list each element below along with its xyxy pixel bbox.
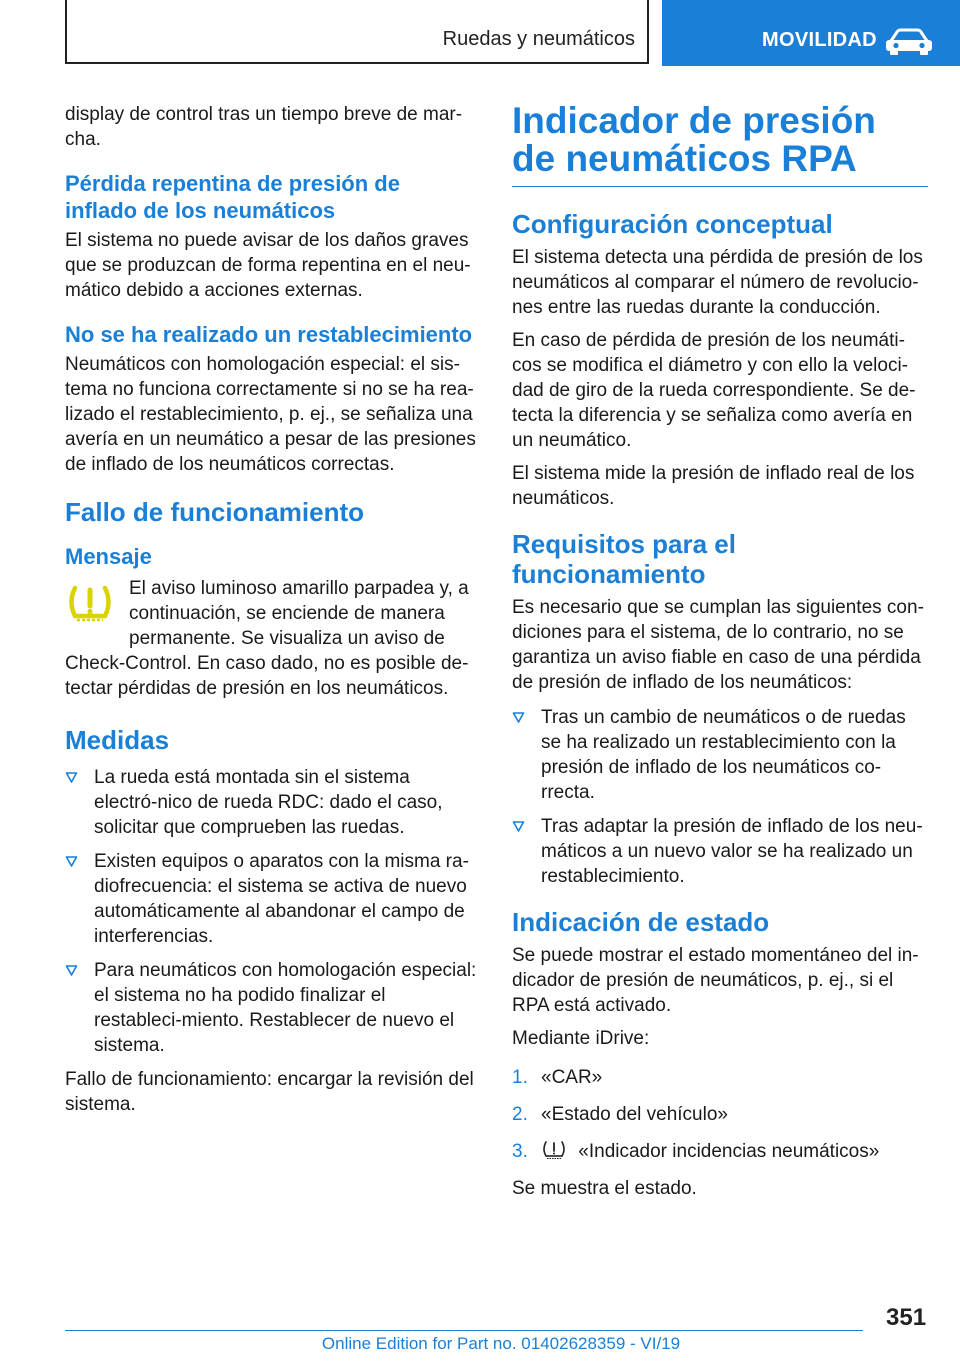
right-column [512, 102, 928, 1209]
car-icon [884, 27, 934, 55]
status-shown-text: Se muestra el estado. [512, 1178, 697, 1199]
edition-text: Online Edition for Part no. 01402628359 - VI/19 [321, 1334, 681, 1353]
malfunction-final-text: Fallo de funcionamiento: encargar la revisión del sistema. [65, 1069, 474, 1115]
triangle-bullet-icon [65, 855, 78, 868]
list-item [512, 1065, 928, 1090]
list-item [65, 958, 477, 1058]
left-column [65, 102, 477, 1125]
list-item-text: Para neumáticos con homologación especial: el sistema no ha podido finalizar el restableci-miento. Restablecer de nuevo el sistema. [94, 960, 477, 1056]
footer-edition [0, 1334, 960, 1354]
list-item [512, 1102, 928, 1127]
message-text: El aviso luminoso amarillo parpadea y, a continuación, se enciende de manera permanente. Se visualiza un aviso de Check-Control. En caso dado, no es posible de-tectar pérdidas de presión en los neumáticos. [65, 578, 469, 699]
tire-pressure-icon [541, 1140, 567, 1160]
heading-no-reset: No se ha realizado un restablecimiento [65, 322, 473, 347]
steps-list [512, 1065, 928, 1164]
concept-text-2: En caso de pérdida de presión de los neumáti-cos se modifica el diámetro y con ello la veloci-dad de giro de la rueda correspondiente. Se de-tecta la diferencia y se señaliza como avería en un neumático. [512, 330, 916, 451]
heading-malfunction: Fallo de funcionamiento [65, 497, 365, 527]
no-reset-text: Neumáticos con homologación especial: el sis-tema no funciona correctamente si no se ha rea-lizado el restablecimiento, p. ej., se señaliza una avería en un neumático a pesar de las presiones de inflado de los neumáticos correctas. [65, 354, 476, 475]
requirements-text: Es necesario que se cumplan las siguientes con-diciones para el sistema, de lo contrario, no se garantiza un aviso fiable en caso de una pérdida de presión de inflado de los neumáticos: [512, 597, 924, 693]
step-number: 3. [512, 1141, 528, 1162]
requirements-list [512, 705, 928, 889]
section-title: Ruedas y neumáticos [442, 28, 635, 50]
list-item [65, 849, 477, 949]
triangle-bullet-icon [65, 771, 78, 784]
status-text: Se puede mostrar el estado momentáneo del in-dicador de presión de neumáticos, p. ej., si el RPA está activado. [512, 945, 919, 1016]
step-text: «CAR» [541, 1067, 603, 1088]
heading-status: Indicación de estado [512, 907, 770, 937]
header-section-box [65, 0, 649, 64]
title-divider [512, 186, 928, 187]
page-number: 351 [886, 1304, 927, 1331]
triangle-bullet-icon [512, 820, 525, 833]
list-item-text: Tras un cambio de neumáticos o de ruedas se ha realizado un restablecimiento con la presión de inflado de los neumáticos co-rrecta. [541, 707, 906, 803]
heading-measures: Medidas [65, 725, 170, 755]
heading-concept: Configuración conceptual [512, 209, 833, 239]
triangle-bullet-icon [65, 964, 78, 977]
list-item-text: Existen equipos o aparatos con la misma ra-diofrecuencia: el sistema se activa de nuevo automáticamente al abandonar el campo de interferencias. [94, 851, 469, 947]
sudden-loss-text: El sistema no puede avisar de los daños graves que se produzcan de forma repentina en el neu-mático debido a acciones externas. [65, 230, 471, 301]
list-item [512, 814, 928, 889]
list-item-text: La rueda está montada sin el sistema electró-nico de rueda RDC: dado el caso, solicitar que comprueben las ruedas. [94, 767, 443, 838]
list-item-text: Tras adaptar la presión de inflado de los neu-máticos a un nuevo valor se ha realizado un restablecimiento. [541, 816, 923, 887]
step-number: 2. [512, 1104, 528, 1125]
step-number: 1. [512, 1067, 528, 1088]
step-text: «Indicador incidencias neumáticos» [578, 1141, 880, 1162]
chapter-title: MOVILIDAD [762, 29, 877, 51]
measures-list [65, 765, 477, 1058]
page-title: Indicador de presión de neumáticos RPA [512, 100, 876, 179]
header-chapter-box [662, 0, 960, 66]
intro-text: display de control tras un tiempo breve de mar-cha. [65, 104, 463, 150]
list-item [65, 765, 477, 840]
footer-divider [65, 1330, 863, 1331]
list-item [512, 1139, 928, 1164]
list-item [512, 705, 928, 805]
concept-text-3: El sistema mide la presión de inflado real de los neumáticos. [512, 463, 915, 509]
triangle-bullet-icon [512, 711, 525, 724]
tire-warning-icon [65, 584, 115, 624]
heading-message: Mensaje [65, 544, 152, 569]
heading-sudden-loss: Pérdida repentina de presión de inflado de los neumáticos [65, 171, 400, 223]
heading-requirements: Requisitos para el funcionamiento [512, 529, 736, 589]
idrive-text: Mediante iDrive: [512, 1028, 650, 1049]
concept-text-1: El sistema detecta una pérdida de presión de los neumáticos al comparar el número de revolucio-nes entre las ruedas durante la conducción. [512, 247, 923, 318]
step-text: «Estado del vehículo» [541, 1104, 728, 1125]
message-block [65, 576, 477, 701]
